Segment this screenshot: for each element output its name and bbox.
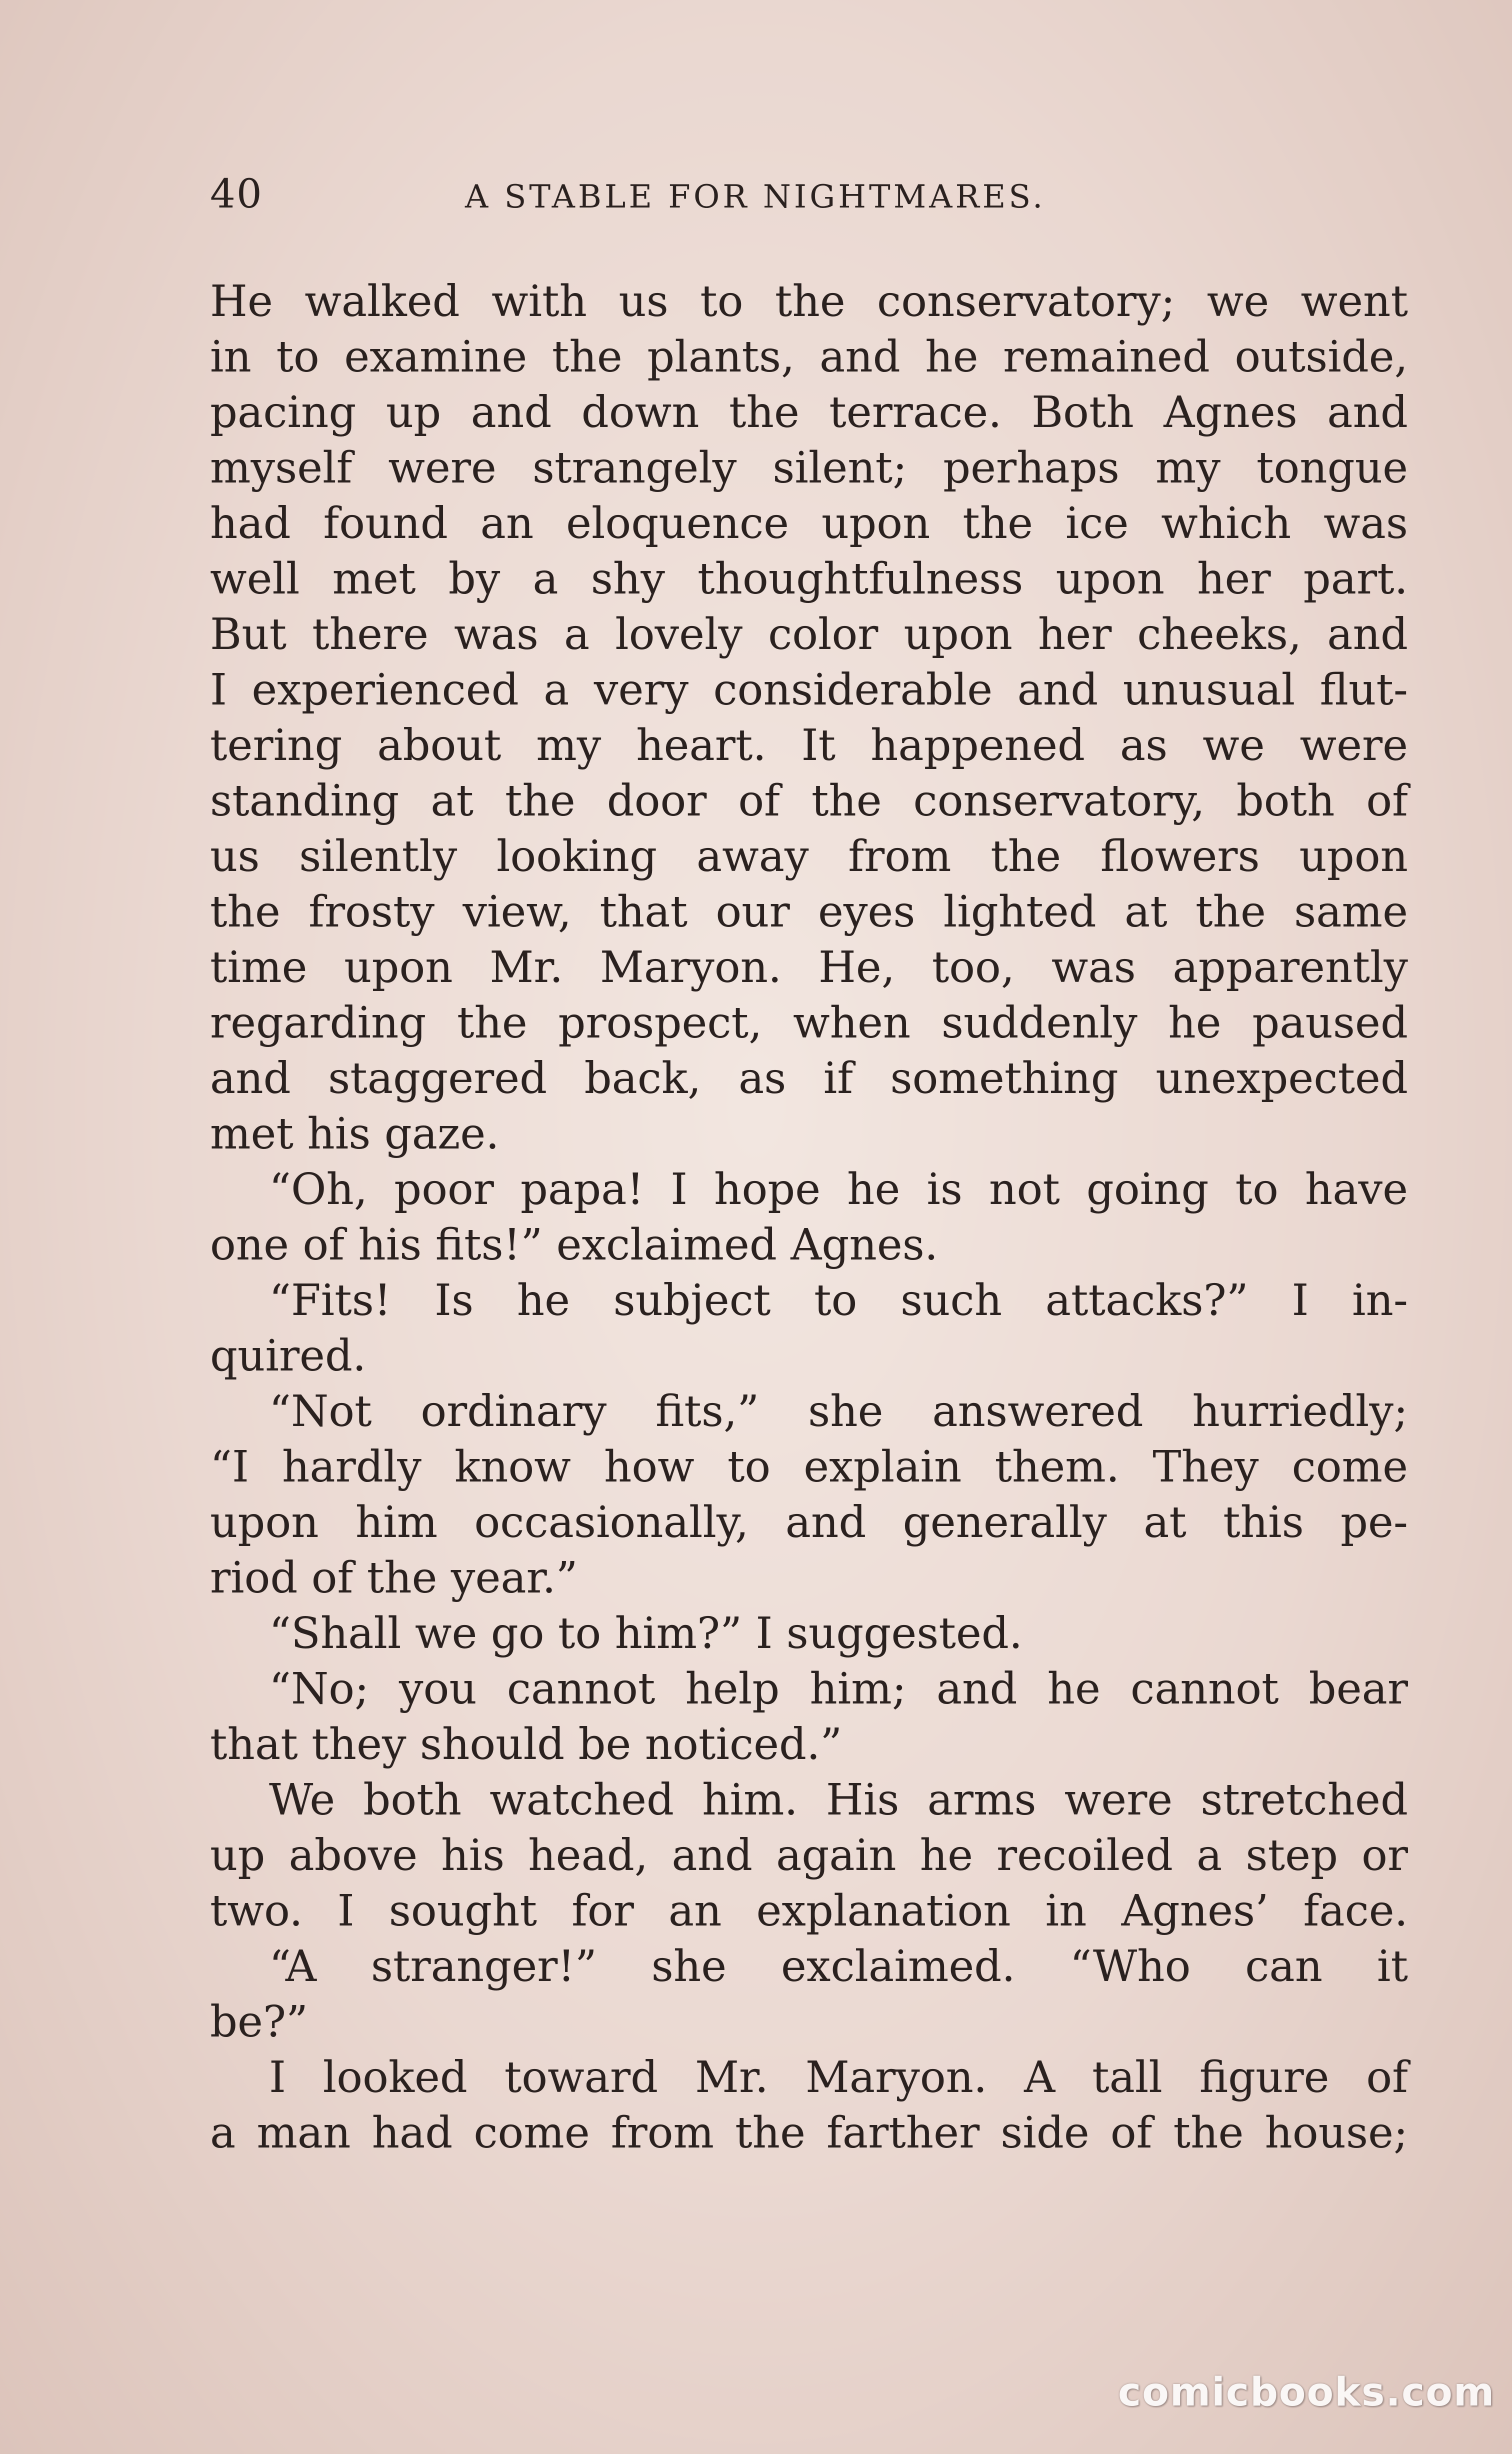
text-line: pacing up and down the terrace. Both Agnes and [210,388,1408,438]
text-line: time upon Mr. Maryon. He, too, was apparently [210,942,1408,992]
text-line: a man had come from the farther side of the house; [210,2108,1408,2158]
text-line: But there was a lovely color upon her cheeks, and [210,610,1408,660]
text-line: well met by a shy thoughtfulness upon her part. [210,554,1408,604]
text-line: us silently looking away from the flowers upon [210,832,1408,882]
text-line: and staggered back, as if something unexpected [210,1054,1408,1104]
page-number: 40 [210,170,263,217]
text-line: the frosty view, that our eyes lighted at the same [210,887,1408,937]
site-watermark: comicbooks.com [1118,2370,1496,2415]
text-line: two. I sought for an explanation in Agnes’ face. [210,1886,1408,1936]
body-text [210,274,1408,2161]
text-line: “Shall we go to him?” I suggested. [269,1608,1023,1658]
text-line: one of his fits!” exclaimed Agnes. [210,1220,938,1270]
text-line: “Fits! Is he subject to such attacks?” I in- [269,1276,1408,1326]
text-line: I experienced a very considerable and unusual flut- [210,665,1408,715]
running-title: A STABLE FOR NIGHTMARES. [465,178,1046,216]
text-line: quired. [210,1331,366,1381]
text-line: He walked with us to the conservatory; we went [210,276,1408,326]
text-line: I looked toward Mr. Maryon. A tall figure of [269,2052,1408,2102]
text-line: that they should be noticed.” [210,1720,842,1770]
text-line: “No; you cannot help him; and he cannot bear [269,1664,1408,1714]
text-line: myself were strangely silent; perhaps my tongue [210,443,1408,493]
text-line: “Not ordinary fits,” she answered hurriedly; [269,1386,1408,1436]
text-line: upon him occasionally, and generally at this pe- [210,1498,1408,1548]
text-line: “A stranger!” she exclaimed. “Who can it [269,1942,1408,1992]
text-line: in to examine the plants, and he remained outside, [210,332,1408,382]
text-line: had found an eloquence upon the ice which was [210,498,1408,548]
text-line: standing at the door of the conservatory, both of [210,776,1408,826]
text-line: tering about my heart. It happened as we were [210,720,1408,770]
text-line: up above his head, and again he recoiled a step or [210,1830,1408,1880]
text-line: “I hardly know how to explain them. They come [210,1442,1408,1492]
text-line: We both watched him. His arms were stretched [269,1775,1408,1825]
text-line: be?” [210,1997,308,2047]
text-line: “Oh, poor papa! I hope he is not going to have [269,1164,1408,1214]
text-line: riod of the year.” [210,1553,578,1603]
text-line: regarding the prospect, when suddenly he paused [210,998,1408,1048]
text-line: met his gaze. [210,1109,500,1159]
